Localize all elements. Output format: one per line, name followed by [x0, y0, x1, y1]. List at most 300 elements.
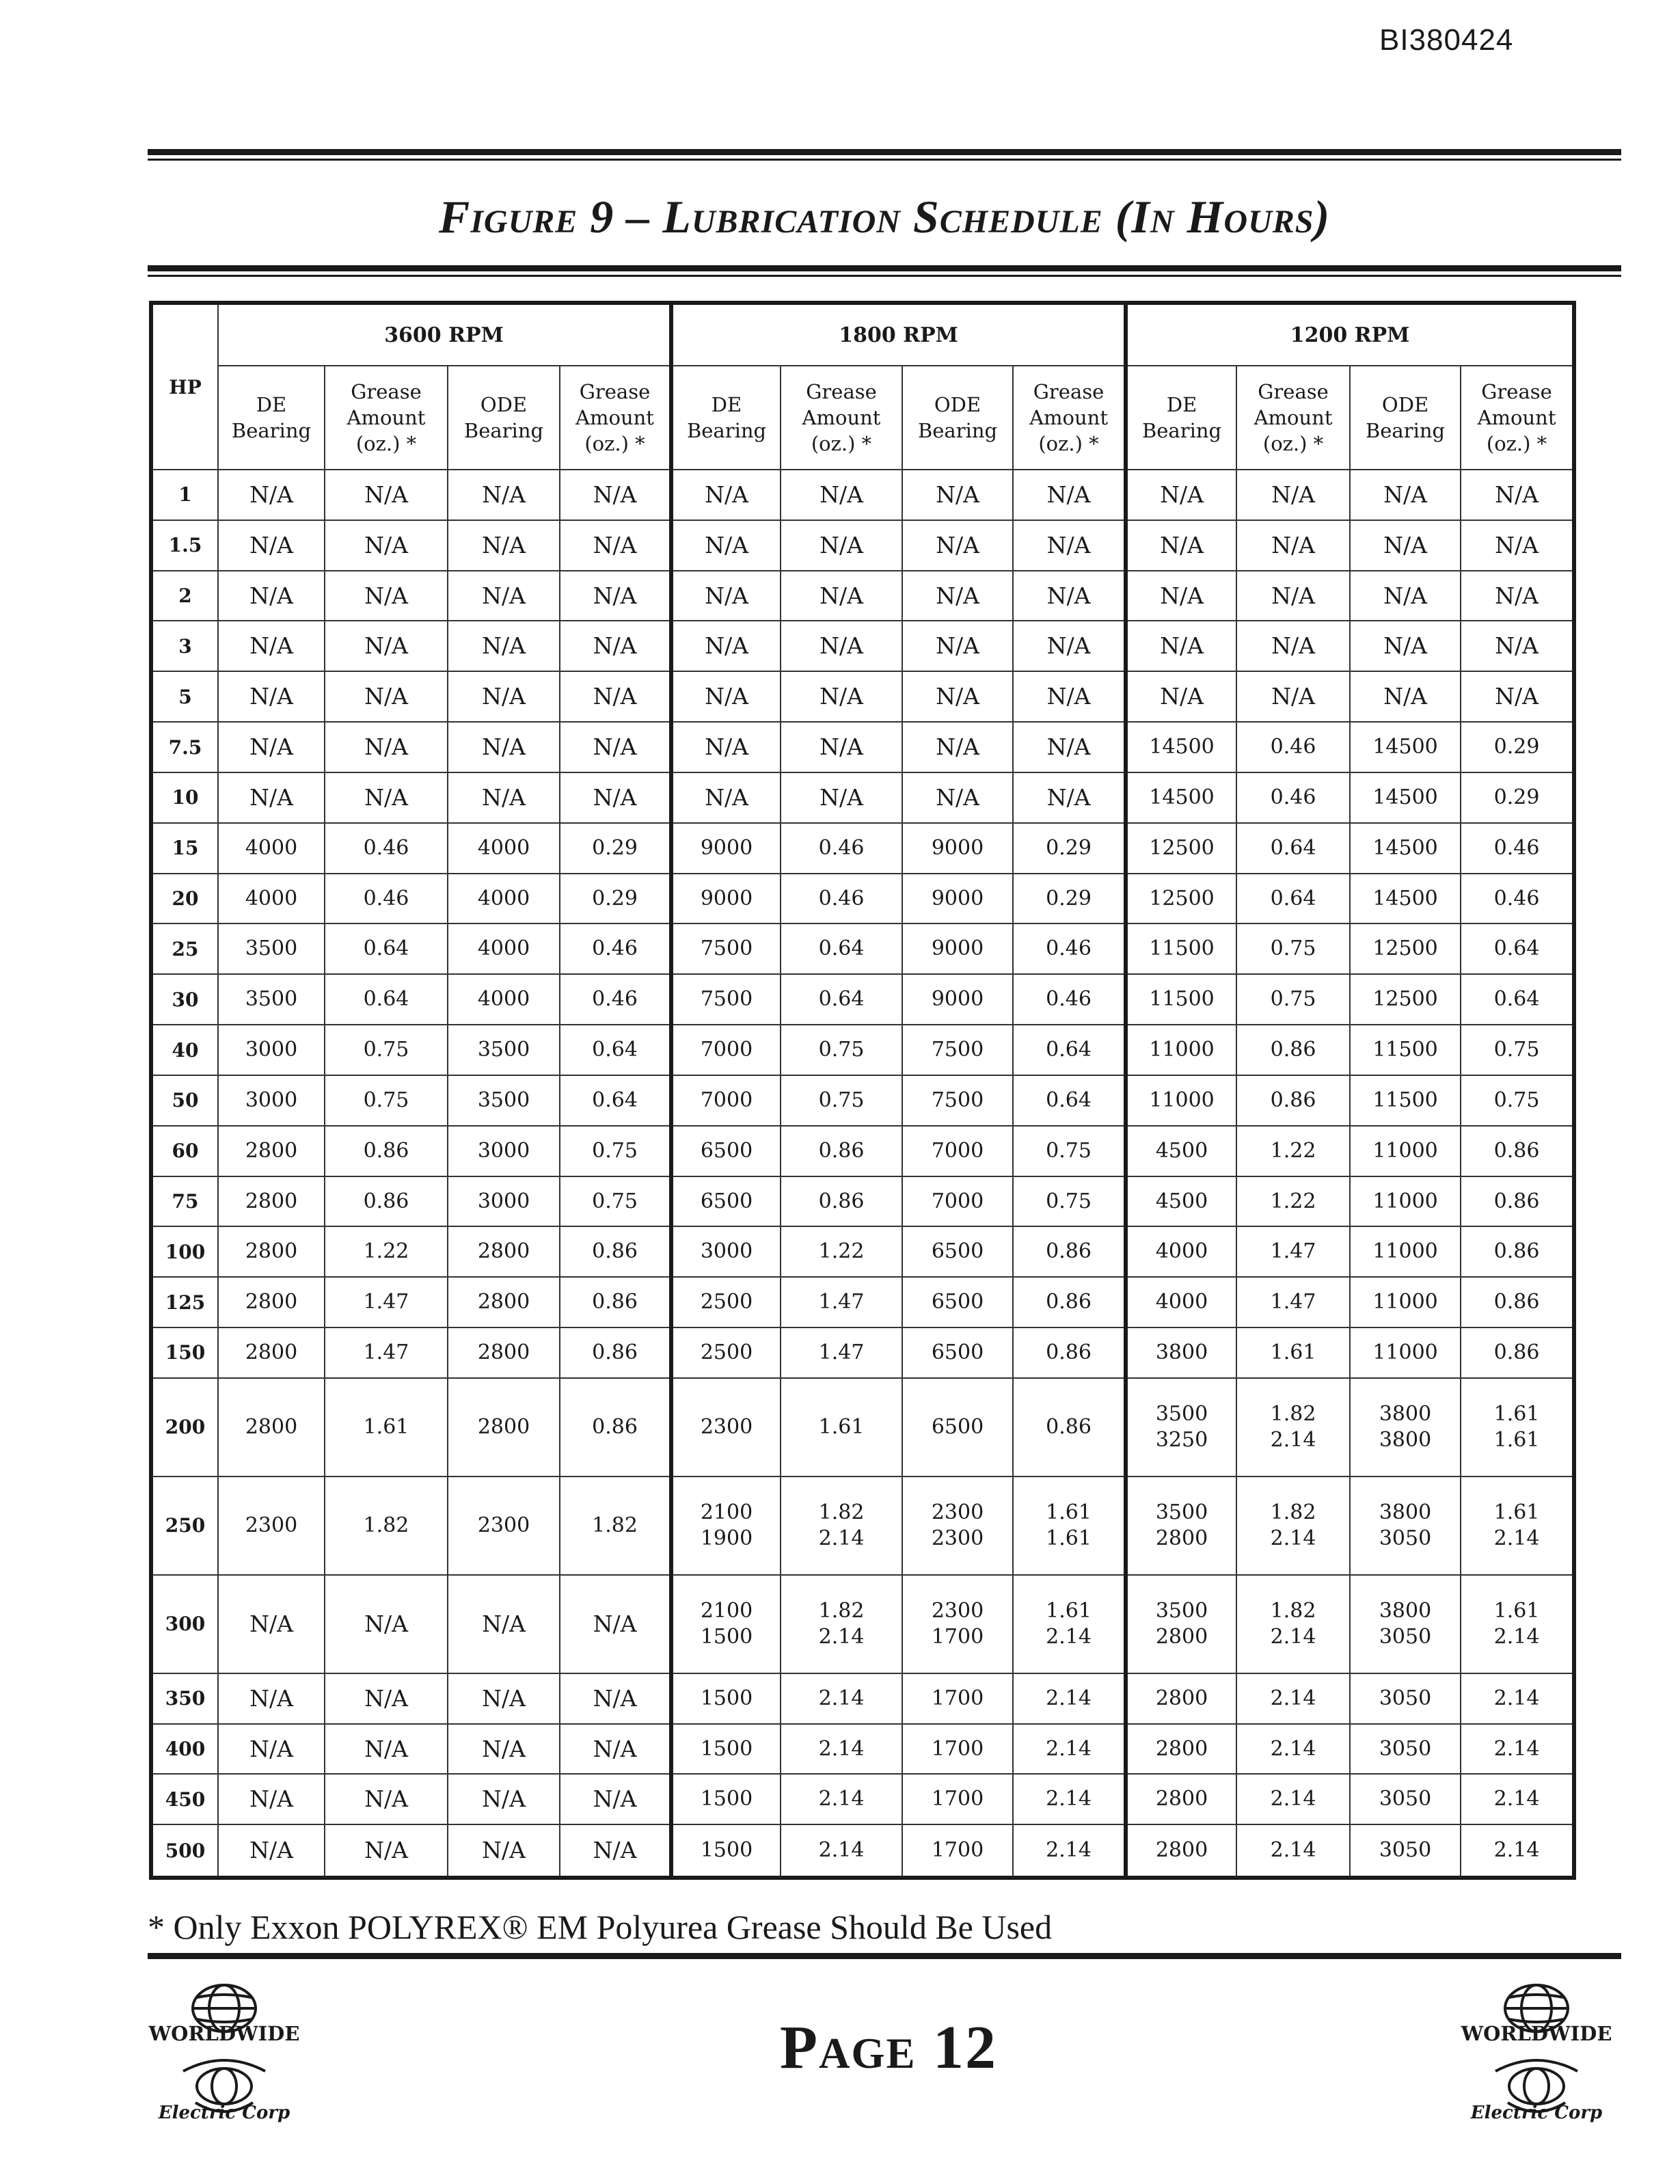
hp-cell: 150: [151, 1327, 218, 1378]
de-bearing-header: DE Bearing: [1126, 366, 1236, 470]
footnote: * Only Exxon POLYREX® EM Polyurea Grease Should Be Used: [148, 1908, 1053, 1946]
table-cell: 9000: [902, 823, 1013, 874]
table-cell: 0.86: [1013, 1378, 1126, 1477]
table-cell: 0.86: [1013, 1277, 1126, 1327]
table-cell: 0.75: [560, 1176, 671, 1227]
table-cell: 2.14: [1236, 1673, 1350, 1724]
table-row: [151, 924, 1574, 974]
table-cell: 2800: [448, 1378, 560, 1477]
table-cell: 2300 2300: [902, 1477, 1013, 1575]
table-cell: N/A: [218, 1575, 325, 1673]
table-cell: 3500: [448, 1025, 560, 1075]
table-cell: 1.82 2.14: [1236, 1575, 1350, 1673]
table-cell: 2800: [218, 1176, 325, 1227]
table-row: [151, 1673, 1574, 1724]
table-row: [151, 1277, 1574, 1327]
table-row: [151, 1774, 1574, 1824]
table-cell: N/A: [902, 671, 1013, 722]
group-header-row: [151, 303, 1574, 366]
table-cell: 0.46: [1236, 772, 1350, 823]
table-cell: 2800: [448, 1327, 560, 1378]
grease-amount-header: Grease Amount (oz.) *: [1013, 366, 1126, 470]
table-cell: N/A: [325, 1673, 448, 1724]
table-cell: 0.46: [1013, 974, 1126, 1025]
table-cell: 1.82: [325, 1477, 448, 1575]
table-cell: 0.86: [560, 1327, 671, 1378]
table-cell: 12500: [1126, 874, 1236, 924]
table-cell: 6500: [902, 1226, 1013, 1277]
table-cell: 1.82 2.14: [781, 1575, 902, 1673]
table-cell: N/A: [325, 722, 448, 772]
table-cell: 2300 1700: [902, 1575, 1013, 1673]
table-cell: 2.14: [1236, 1774, 1350, 1824]
table-cell: 0.75: [781, 1025, 902, 1075]
table-cell: N/A: [1236, 571, 1350, 621]
hp-cell: 1.5: [151, 520, 218, 571]
table-cell: 3500 2800: [1126, 1477, 1236, 1575]
table-cell: 0.29: [1461, 772, 1574, 823]
table-cell: N/A: [218, 520, 325, 571]
table-cell: N/A: [325, 1724, 448, 1775]
table-cell: N/A: [448, 722, 560, 772]
table-row: [151, 1724, 1574, 1775]
table-cell: 14500: [1350, 823, 1461, 874]
table-cell: N/A: [1461, 470, 1574, 520]
table-cell: 2100 1900: [671, 1477, 781, 1575]
table-cell: 0.75: [1461, 1025, 1574, 1075]
table-cell: 9000: [902, 974, 1013, 1025]
table-cell: 0.75: [325, 1075, 448, 1126]
table-cell: 7000: [902, 1126, 1013, 1176]
table-cell: 0.29: [1013, 874, 1126, 924]
hp-cell: 50: [151, 1075, 218, 1126]
table-cell: N/A: [560, 1673, 671, 1724]
table-cell: N/A: [218, 621, 325, 671]
table-cell: 2.14: [1461, 1724, 1574, 1775]
header-rule-top: [148, 149, 1621, 155]
hp-cell: 450: [151, 1774, 218, 1824]
de-bearing-header: DE Bearing: [671, 366, 781, 470]
table-cell: N/A: [325, 1824, 448, 1878]
table-cell: 1.47: [1236, 1226, 1350, 1277]
logo-subtitle: Electric Corp: [1470, 2103, 1603, 2123]
table-cell: N/A: [1013, 671, 1126, 722]
header-rule-bottom-thin: [148, 275, 1621, 277]
table-cell: 4500: [1126, 1176, 1236, 1227]
table-cell: N/A: [325, 571, 448, 621]
hp-cell: 250: [151, 1477, 218, 1575]
table-cell: N/A: [448, 1673, 560, 1724]
table-cell: 11500: [1350, 1025, 1461, 1075]
page-number: Page 12: [780, 2014, 997, 2081]
group-header-1800: 1800 RPM: [671, 303, 1126, 366]
table-cell: N/A: [560, 470, 671, 520]
table-cell: N/A: [325, 520, 448, 571]
table-cell: 3800 3050: [1350, 1477, 1461, 1575]
lubrication-schedule-table: [149, 301, 1576, 1880]
table-cell: 2.14: [1461, 1774, 1574, 1824]
table-cell: 0.64: [1013, 1075, 1126, 1126]
table-cell: 2.14: [781, 1824, 902, 1878]
table-cell: 3500 2800: [1126, 1575, 1236, 1673]
table-row: [151, 1378, 1574, 1477]
table-cell: 0.86: [560, 1277, 671, 1327]
table-cell: N/A: [560, 772, 671, 823]
table-cell: 1.47: [781, 1277, 902, 1327]
table-cell: N/A: [325, 470, 448, 520]
table-cell: N/A: [671, 671, 781, 722]
table-cell: N/A: [1013, 772, 1126, 823]
hp-cell: 500: [151, 1824, 218, 1878]
table-cell: N/A: [902, 621, 1013, 671]
table-cell: 3500: [218, 924, 325, 974]
table-cell: 11500: [1350, 1075, 1461, 1126]
table-cell: 2300: [218, 1477, 325, 1575]
table-cell: N/A: [1350, 671, 1461, 722]
table-row: [151, 974, 1574, 1025]
table-cell: 2800: [1126, 1824, 1236, 1878]
table-cell: 1.82 2.14: [781, 1477, 902, 1575]
table-cell: 14500: [1126, 722, 1236, 772]
table-cell: 4000: [218, 874, 325, 924]
table-cell: 1.61: [325, 1378, 448, 1477]
hp-cell: 300: [151, 1575, 218, 1673]
table-cell: 11000: [1350, 1277, 1461, 1327]
table-cell: 11000: [1126, 1025, 1236, 1075]
table-cell: 1.61 2.14: [1461, 1575, 1574, 1673]
table-cell: N/A: [448, 1774, 560, 1824]
hp-cell: 75: [151, 1176, 218, 1227]
ode-bearing-header: ODE Bearing: [448, 366, 560, 470]
table-cell: N/A: [671, 571, 781, 621]
table-cell: N/A: [781, 722, 902, 772]
table-cell: 11500: [1126, 974, 1236, 1025]
table-cell: N/A: [218, 470, 325, 520]
table-cell: 7500: [671, 924, 781, 974]
table-cell: 0.64: [325, 924, 448, 974]
table-cell: 2.14: [1013, 1824, 1126, 1878]
hp-cell: 25: [151, 924, 218, 974]
hp-cell: 60: [151, 1126, 218, 1176]
table-cell: 0.86: [1236, 1075, 1350, 1126]
table-cell: 4000: [448, 823, 560, 874]
table-cell: 0.46: [781, 823, 902, 874]
table-cell: 0.86: [1013, 1327, 1126, 1378]
table-cell: 12500: [1126, 823, 1236, 874]
table-cell: 11000: [1126, 1075, 1236, 1126]
table-cell: 2300: [448, 1477, 560, 1575]
table-cell: N/A: [1126, 621, 1236, 671]
table-cell: 0.46: [1461, 823, 1574, 874]
table-cell: 0.86: [325, 1126, 448, 1176]
table-cell: 4000: [1126, 1226, 1236, 1277]
table-row: [151, 874, 1574, 924]
table-cell: 1700: [902, 1774, 1013, 1824]
table-cell: 3000: [218, 1025, 325, 1075]
header-rule-top-thin: [148, 159, 1621, 161]
table-cell: 3800 3050: [1350, 1575, 1461, 1673]
group-header-3600: 3600 RPM: [218, 303, 671, 366]
table-cell: 1500: [671, 1774, 781, 1824]
table-cell: N/A: [218, 722, 325, 772]
table-cell: N/A: [781, 772, 902, 823]
table-cell: 2.14: [1461, 1673, 1574, 1724]
table-cell: N/A: [218, 1824, 325, 1878]
table-cell: 1.22: [325, 1226, 448, 1277]
table-cell: 2800: [448, 1226, 560, 1277]
table-cell: N/A: [218, 1724, 325, 1775]
table-cell: N/A: [448, 1824, 560, 1878]
table-cell: 0.86: [1461, 1277, 1574, 1327]
table-cell: 0.86: [1461, 1327, 1574, 1378]
table-cell: N/A: [560, 722, 671, 772]
table-cell: 0.64: [781, 924, 902, 974]
table-cell: N/A: [1461, 621, 1574, 671]
table-cell: 0.86: [781, 1126, 902, 1176]
table-cell: 1.47: [1236, 1277, 1350, 1327]
table-cell: 0.29: [560, 823, 671, 874]
table-cell: 1700: [902, 1724, 1013, 1775]
table-cell: N/A: [1461, 671, 1574, 722]
table-cell: 4500: [1126, 1126, 1236, 1176]
table-cell: 0.29: [1013, 823, 1126, 874]
table-cell: 2.14: [781, 1673, 902, 1724]
table-cell: N/A: [560, 571, 671, 621]
table-cell: N/A: [218, 772, 325, 823]
table-cell: N/A: [671, 621, 781, 671]
hp-cell: 5: [151, 671, 218, 722]
table-body: [151, 470, 1574, 1878]
table-cell: 6500: [671, 1176, 781, 1227]
hp-cell: 40: [151, 1025, 218, 1075]
table-cell: 6500: [671, 1126, 781, 1176]
table-cell: N/A: [448, 772, 560, 823]
table-cell: 0.46: [1013, 924, 1126, 974]
grease-amount-header: Grease Amount (oz.) *: [560, 366, 671, 470]
table-cell: N/A: [781, 520, 902, 571]
table-cell: 7000: [902, 1176, 1013, 1227]
table-cell: N/A: [448, 671, 560, 722]
table-cell: N/A: [1013, 722, 1126, 772]
ode-bearing-header: ODE Bearing: [902, 366, 1013, 470]
header-rule-bottom: [148, 265, 1621, 271]
table-row: [151, 1126, 1574, 1176]
table-cell: 2800: [448, 1277, 560, 1327]
table-cell: 0.86: [560, 1378, 671, 1477]
table-cell: 11000: [1350, 1327, 1461, 1378]
table-cell: 1.22: [781, 1226, 902, 1277]
table-cell: N/A: [560, 520, 671, 571]
table-cell: N/A: [218, 1774, 325, 1824]
table-cell: N/A: [1350, 571, 1461, 621]
table-cell: N/A: [325, 621, 448, 671]
hp-cell: 30: [151, 974, 218, 1025]
table-cell: 2800: [218, 1378, 325, 1477]
table-cell: 1.47: [325, 1277, 448, 1327]
table-cell: 0.75: [325, 1025, 448, 1075]
hp-cell: 125: [151, 1277, 218, 1327]
table-cell: 9000: [902, 874, 1013, 924]
table-cell: N/A: [1236, 671, 1350, 722]
table-row: [151, 1824, 1574, 1878]
grease-amount-header: Grease Amount (oz.) *: [781, 366, 902, 470]
table-cell: 0.64: [560, 1025, 671, 1075]
table-cell: N/A: [902, 520, 1013, 571]
table-cell: N/A: [448, 520, 560, 571]
table-cell: 1.61 1.61: [1461, 1378, 1574, 1477]
table-cell: 7500: [902, 1025, 1013, 1075]
table-cell: N/A: [448, 571, 560, 621]
table-cell: 0.64: [1236, 823, 1350, 874]
table-cell: N/A: [1013, 520, 1126, 571]
table-row: [151, 1176, 1574, 1227]
table-cell: 1.22: [1236, 1176, 1350, 1227]
table-cell: 3800 3800: [1350, 1378, 1461, 1477]
table-row: [151, 1025, 1574, 1075]
table-cell: 2800: [218, 1126, 325, 1176]
table-cell: 0.75: [1236, 924, 1350, 974]
table-cell: 0.46: [781, 874, 902, 924]
grease-amount-header: Grease Amount (oz.) *: [1461, 366, 1574, 470]
table-cell: 14500: [1350, 874, 1461, 924]
table-cell: 1700: [902, 1673, 1013, 1724]
table-cell: 14500: [1350, 722, 1461, 772]
table-cell: N/A: [902, 571, 1013, 621]
table-cell: 3050: [1350, 1774, 1461, 1824]
table-row: [151, 722, 1574, 772]
table-cell: 0.64: [1461, 924, 1574, 974]
table-cell: 12500: [1350, 974, 1461, 1025]
table-cell: 12500: [1350, 924, 1461, 974]
de-bearing-header: DE Bearing: [218, 366, 325, 470]
table-cell: 4000: [448, 924, 560, 974]
table-row: [151, 470, 1574, 520]
table-cell: N/A: [325, 772, 448, 823]
table-cell: 2.14: [1236, 1724, 1350, 1775]
hp-cell: 20: [151, 874, 218, 924]
hp-cell: 3: [151, 621, 218, 671]
table-cell: 1.61 2.14: [1461, 1477, 1574, 1575]
table-cell: 1.47: [781, 1327, 902, 1378]
table-cell: 14500: [1126, 772, 1236, 823]
grease-amount-header: Grease Amount (oz.) *: [1236, 366, 1350, 470]
table-cell: 0.75: [781, 1075, 902, 1126]
table-cell: 2800: [218, 1226, 325, 1277]
table-cell: 0.86: [1013, 1226, 1126, 1277]
logo-wordmark: WORLDWIDE: [1461, 2022, 1612, 2045]
table-cell: 3500: [218, 974, 325, 1025]
table-cell: 2500: [671, 1277, 781, 1327]
table-cell: 2.14: [781, 1774, 902, 1824]
table-cell: 1.82 2.14: [1236, 1378, 1350, 1477]
table-row: [151, 1075, 1574, 1126]
table-cell: 0.86: [325, 1176, 448, 1227]
table-cell: N/A: [325, 1774, 448, 1824]
grease-amount-header: Grease Amount (oz.) *: [325, 366, 448, 470]
table-cell: 1.22: [1236, 1126, 1350, 1176]
hp-cell: 200: [151, 1378, 218, 1477]
table-cell: 2.14: [1013, 1724, 1126, 1775]
table-cell: 14500: [1350, 772, 1461, 823]
table-cell: 0.46: [1461, 874, 1574, 924]
table-cell: 0.86: [1461, 1126, 1574, 1176]
table-cell: 0.75: [1013, 1176, 1126, 1227]
table-cell: N/A: [560, 671, 671, 722]
table-cell: 3050: [1350, 1673, 1461, 1724]
table-cell: 1.82 2.14: [1236, 1477, 1350, 1575]
table-cell: N/A: [448, 1575, 560, 1673]
table-cell: 0.75: [1236, 974, 1350, 1025]
table-cell: N/A: [560, 1774, 671, 1824]
table-cell: N/A: [671, 470, 781, 520]
table-cell: 0.46: [1236, 722, 1350, 772]
table-cell: 2.14: [1461, 1824, 1574, 1878]
table-cell: N/A: [671, 520, 781, 571]
table-cell: N/A: [1461, 520, 1574, 571]
table-cell: 11500: [1126, 924, 1236, 974]
hp-cell: 2: [151, 571, 218, 621]
table-cell: 3000: [671, 1226, 781, 1277]
table-cell: N/A: [1236, 520, 1350, 571]
table-cell: N/A: [560, 1824, 671, 1878]
table-cell: 0.64: [781, 974, 902, 1025]
table-row: [151, 772, 1574, 823]
table-cell: N/A: [1350, 520, 1461, 571]
table-cell: 0.29: [1461, 722, 1574, 772]
table-cell: 7500: [902, 1075, 1013, 1126]
table-cell: 11000: [1350, 1176, 1461, 1227]
table-cell: 2.14: [781, 1724, 902, 1775]
table-cell: N/A: [560, 1575, 671, 1673]
table-cell: 3000: [218, 1075, 325, 1126]
table-cell: 0.64: [1461, 974, 1574, 1025]
table-cell: 0.86: [781, 1176, 902, 1227]
table-cell: 1.61: [1236, 1327, 1350, 1378]
table-row: [151, 671, 1574, 722]
table-cell: N/A: [218, 1673, 325, 1724]
table-cell: 0.64: [1236, 874, 1350, 924]
table-cell: 3500 3250: [1126, 1378, 1236, 1477]
table-cell: 4000: [218, 823, 325, 874]
table-cell: 1.61: [781, 1378, 902, 1477]
table-cell: 6500: [902, 1277, 1013, 1327]
table-row: [151, 571, 1574, 621]
hp-cell: 100: [151, 1226, 218, 1277]
table-cell: N/A: [1013, 571, 1126, 621]
table-cell: 6500: [902, 1378, 1013, 1477]
logo-left: [142, 1969, 306, 2133]
table-cell: 2.14: [1013, 1673, 1126, 1724]
hp-cell: 1: [151, 470, 218, 520]
logo-right: [1454, 1969, 1618, 2133]
hp-cell: 15: [151, 823, 218, 874]
table-cell: N/A: [902, 470, 1013, 520]
ode-bearing-header: ODE Bearing: [1350, 366, 1461, 470]
table-cell: 0.75: [560, 1126, 671, 1176]
table-cell: N/A: [448, 1724, 560, 1775]
table-row: [151, 1327, 1574, 1378]
table-cell: 0.64: [325, 974, 448, 1025]
table-row: [151, 823, 1574, 874]
table-cell: 7000: [671, 1075, 781, 1126]
hp-header: HP: [151, 303, 218, 470]
hp-cell: 350: [151, 1673, 218, 1724]
table-cell: N/A: [902, 772, 1013, 823]
hp-cell: 400: [151, 1724, 218, 1775]
table-cell: 6500: [902, 1327, 1013, 1378]
table-cell: 1.82: [560, 1477, 671, 1575]
table-cell: 1.47: [325, 1327, 448, 1378]
